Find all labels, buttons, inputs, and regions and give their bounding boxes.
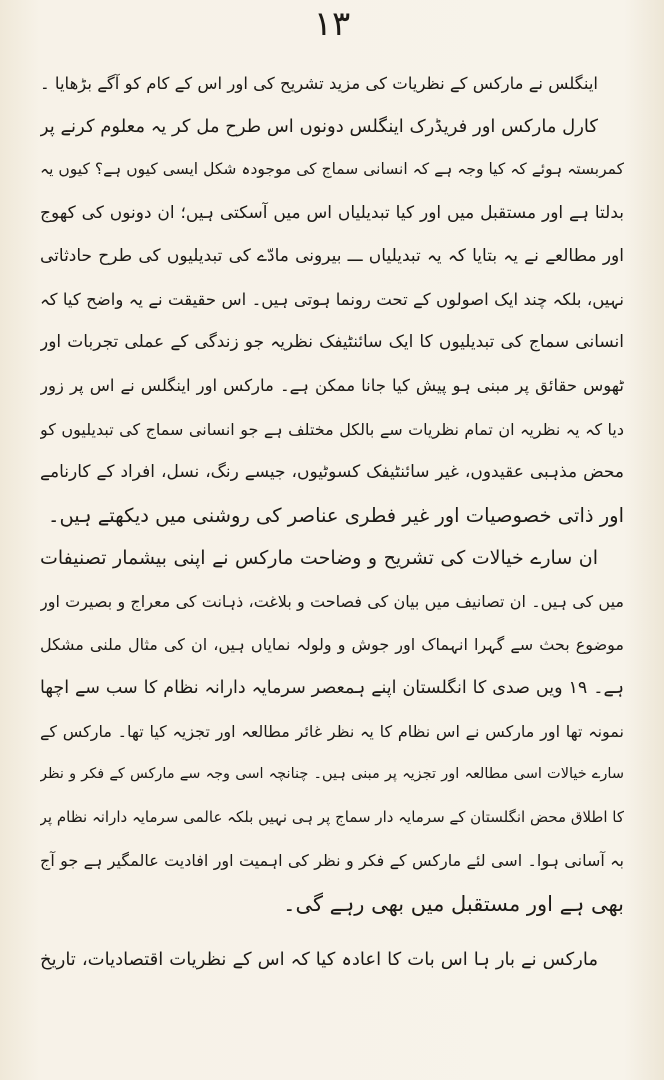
text-line: کمربستہ ہوئے کہ کیا وجہ ہے کہ انسانی سماج کی موجودہ شکل ایسی کیوں ہے؟ کیوں یہ — [40, 160, 624, 179]
text-line: نمونہ تھا اور مارکس نے اس نظام کا یہ نظر غائر مطالعہ اور تجزیہ کیا تھا۔ مارکس کے — [40, 721, 624, 741]
text-line: محض مذہبی عقیدوں، غیر سائنٹیفک کسوٹیوں، جیسے رنگ، نسل، افراد کے کارنامے — [40, 461, 624, 482]
text-line: ٹھوس حقائق پر مبنی ہو پیش کیا جانا ممکن ہے۔ مارکس اور اینگلس نے اس پر زور — [40, 376, 624, 396]
text-line: دیا کہ یہ نظریہ ان تمام نظریات سے بالکل مختلف ہے جو انسانی سماج کی تبدیلیوں کو — [40, 419, 624, 439]
page-number: ۱۳ — [313, 4, 351, 44]
text-line: اور ذاتی خصوصیات اور غیر فطری عناصر کی روشنی میں دیکھتے ہیں۔ — [48, 503, 624, 527]
text-line: بدلتا ہے اور مستقبل میں اور کیا تبدیلیاں اس میں آسکتی ہیں؛ ان دونوں کی کھوج — [40, 202, 624, 223]
text-line: موضوع بحث سے گہرا انہماک اور جوش و ولولہ نمایاں ہیں، ان کی مثال ملنی مشکل — [40, 635, 624, 655]
text-line: بھی ہے اور مستقبل میں بھی رہے گی۔ — [283, 891, 624, 916]
text-line: ہے۔ ۱۹ ویں صدی کا انگلستان اپنے ہمعصر سرمایہ دارانہ نظام کا سب سے اچھا — [40, 677, 624, 698]
text-line: ان سارے خیالات کی تشریح و وضاحت مارکس نے اپنی بیشمار تصنیفات — [40, 547, 598, 570]
text-line: مارکس نے بار ہا اس بات کا اعادہ کیا کہ اس کے نظریات اقتصادیات، تاریخ — [40, 948, 598, 970]
text-line: بہ آسانی ہوا۔ اسی لئے مارکس کے فکر و نظر کی اہمیت اور افادیت عالمگیر ہے جو آج — [40, 851, 624, 871]
text-line: میں کی ہیں۔ ان تصانیف میں بیان کی فصاحت و بلاغت، ذہانت کی معراج و بصیرت اور — [40, 592, 624, 612]
text-line: سارے خیالات اسی مطالعہ اور تجزیہ پر مبنی ہیں۔ چنانچہ اسی وجہ سے مارکس کے فکر و نظر — [40, 766, 624, 782]
text-line: اینگلس نے مارکس کے نظریات کی مزید تشریح کی اور اس کے کام کو آگے بڑھایا ۔ — [40, 74, 598, 93]
text-line: انسانی سماج کی تبدیلیوں کا ایک سائنٹیفک نظریہ جو زندگی کے عملی تجربات اور — [40, 332, 624, 353]
text-line: اور مطالعے نے یہ بتایا کہ یہ تبدیلیاں ـــ بیرونی مادّے کی تبدیلیوں کی طرح حادثاتی — [40, 245, 624, 266]
text-line: نہیں، بلکہ چند ایک اصولوں کے تحت رونما ہوتی ہیں۔ اس حقیقت نے یہ واضح کیا کہ — [40, 289, 624, 309]
text-line: کا اطلاق محض انگلستان کے سرمایہ دار سماج پر ہی نہیں بلکہ عالمی سرمایہ دارانہ نظام پر — [40, 808, 624, 827]
text-line: کارل مارکس اور فریڈرک اینگلس دونوں اس طرح مل کر یہ معلوم کرنے پر — [40, 116, 598, 138]
body-text — [40, 62, 624, 981]
